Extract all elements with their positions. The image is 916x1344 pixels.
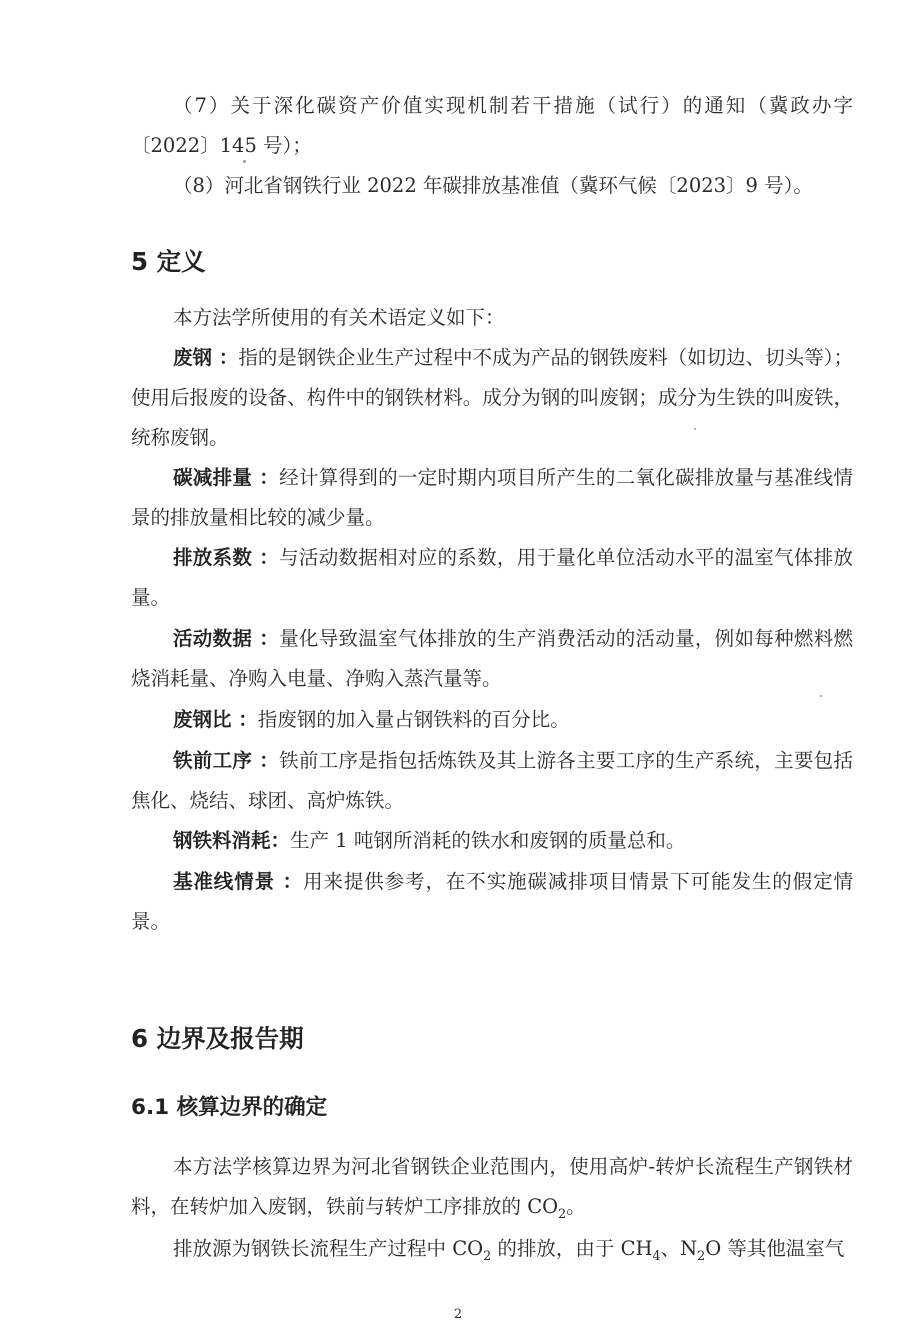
definition-carbon-reduction xyxy=(131,458,853,538)
definition-pre-iron-process xyxy=(131,741,853,821)
definition-emission-factor xyxy=(131,538,853,618)
boundary-text: 排放源为钢铁长流程生产过程中 CO xyxy=(173,1237,484,1260)
boundary-text: 的排放，由于 CH xyxy=(491,1237,653,1260)
scan-speck xyxy=(694,428,696,430)
definition-scrap-ratio xyxy=(131,700,853,740)
definition-text: 量化导致温室气体排放的生产消费活动的活动量，例如每种燃料燃烧消耗量、净购入电量、净购入蒸汽量等。 xyxy=(131,627,853,690)
boundary-text: O 等其他温室气 xyxy=(705,1237,845,1260)
section-5-heading: 5 定义 xyxy=(131,247,206,276)
definition-text: 铁前工序是指包括炼铁及其上游各主要工序的生产系统，主要包括焦化、烧结、球团、高炉炼铁。 xyxy=(131,749,853,812)
definition-term: 废钢比 ： xyxy=(173,708,258,731)
boundary-paragraph-2 xyxy=(131,1229,853,1269)
boundary-paragraph-1 xyxy=(131,1147,853,1227)
definition-steel-material-consumption xyxy=(131,821,853,861)
definition-text: 用来提供参考，在不实施碳减排项目情景下可能发生的假定情景。 xyxy=(131,870,853,933)
subscript: 4 xyxy=(652,1247,661,1263)
reference-item-8: （8）河北省钢铁行业 2022 年碳排放基准值（冀环气候〔2023〕9 号）。 xyxy=(173,174,813,197)
definition-scrap-steel xyxy=(131,338,853,458)
definition-text: 生产 1 吨钢所消耗的铁水和废钢的质量总和。 xyxy=(290,829,686,852)
subscript: 2 xyxy=(697,1247,706,1263)
definition-term: 废钢 ： xyxy=(173,346,239,369)
definition-term: 钢铁料消耗： xyxy=(173,829,291,852)
definition-term: 碳减排量 ： xyxy=(173,466,280,489)
definition-text: 指的是钢铁企业生产过程中不成为产品的钢铁废料（如切边、切头等）；使用后报废的设备、构件中的钢铁材料。成分为钢的叫废钢；成分为生铁的叫废铁，统称废钢。 xyxy=(131,346,853,449)
definition-baseline-scenario xyxy=(131,862,853,942)
subscript: 2 xyxy=(483,1247,492,1263)
boundary-text: 本方法学核算边界为河北省钢铁企业范围内，使用高炉-转炉长流程生产钢铁材料，在转炉加入废钢，铁前与转炉工序排放的 CO xyxy=(131,1155,853,1218)
page-number: 2 xyxy=(453,1307,463,1322)
section-6-1-heading: 6.1 核算边界的确定 xyxy=(131,1095,328,1120)
definition-activity-data xyxy=(131,619,853,699)
subscript: 2 xyxy=(558,1205,567,1221)
definition-term: 活动数据 ： xyxy=(173,627,280,650)
definition-text: 经计算得到的一定时期内项目所产生的二氧化碳排放量与基准线情景的排放量相比较的减少量。 xyxy=(131,466,853,529)
boundary-text-end: 。 xyxy=(566,1195,586,1218)
definition-term: 铁前工序 ： xyxy=(173,749,280,772)
boundary-text: 、N xyxy=(660,1237,698,1260)
scan-speck xyxy=(243,160,246,163)
definition-term: 排放系数 ： xyxy=(173,546,280,569)
definition-text: 指废钢的加入量占钢铁料的百分比。 xyxy=(257,708,570,731)
definition-text: 与活动数据相对应的系数，用于量化单位活动水平的温室气体排放量。 xyxy=(131,546,853,609)
section-5-intro: 本方法学所使用的有关术语定义如下： xyxy=(173,306,505,329)
definition-term: 基准线情景 ： xyxy=(173,870,304,893)
section-6-heading: 6 边界及报告期 xyxy=(131,1024,304,1053)
scan-speck xyxy=(820,695,822,697)
reference-item-7: （7）关于深化碳资产价值实现机制若干措施（试行）的通知（冀政办字〔2022〕145 号）； xyxy=(131,94,853,157)
